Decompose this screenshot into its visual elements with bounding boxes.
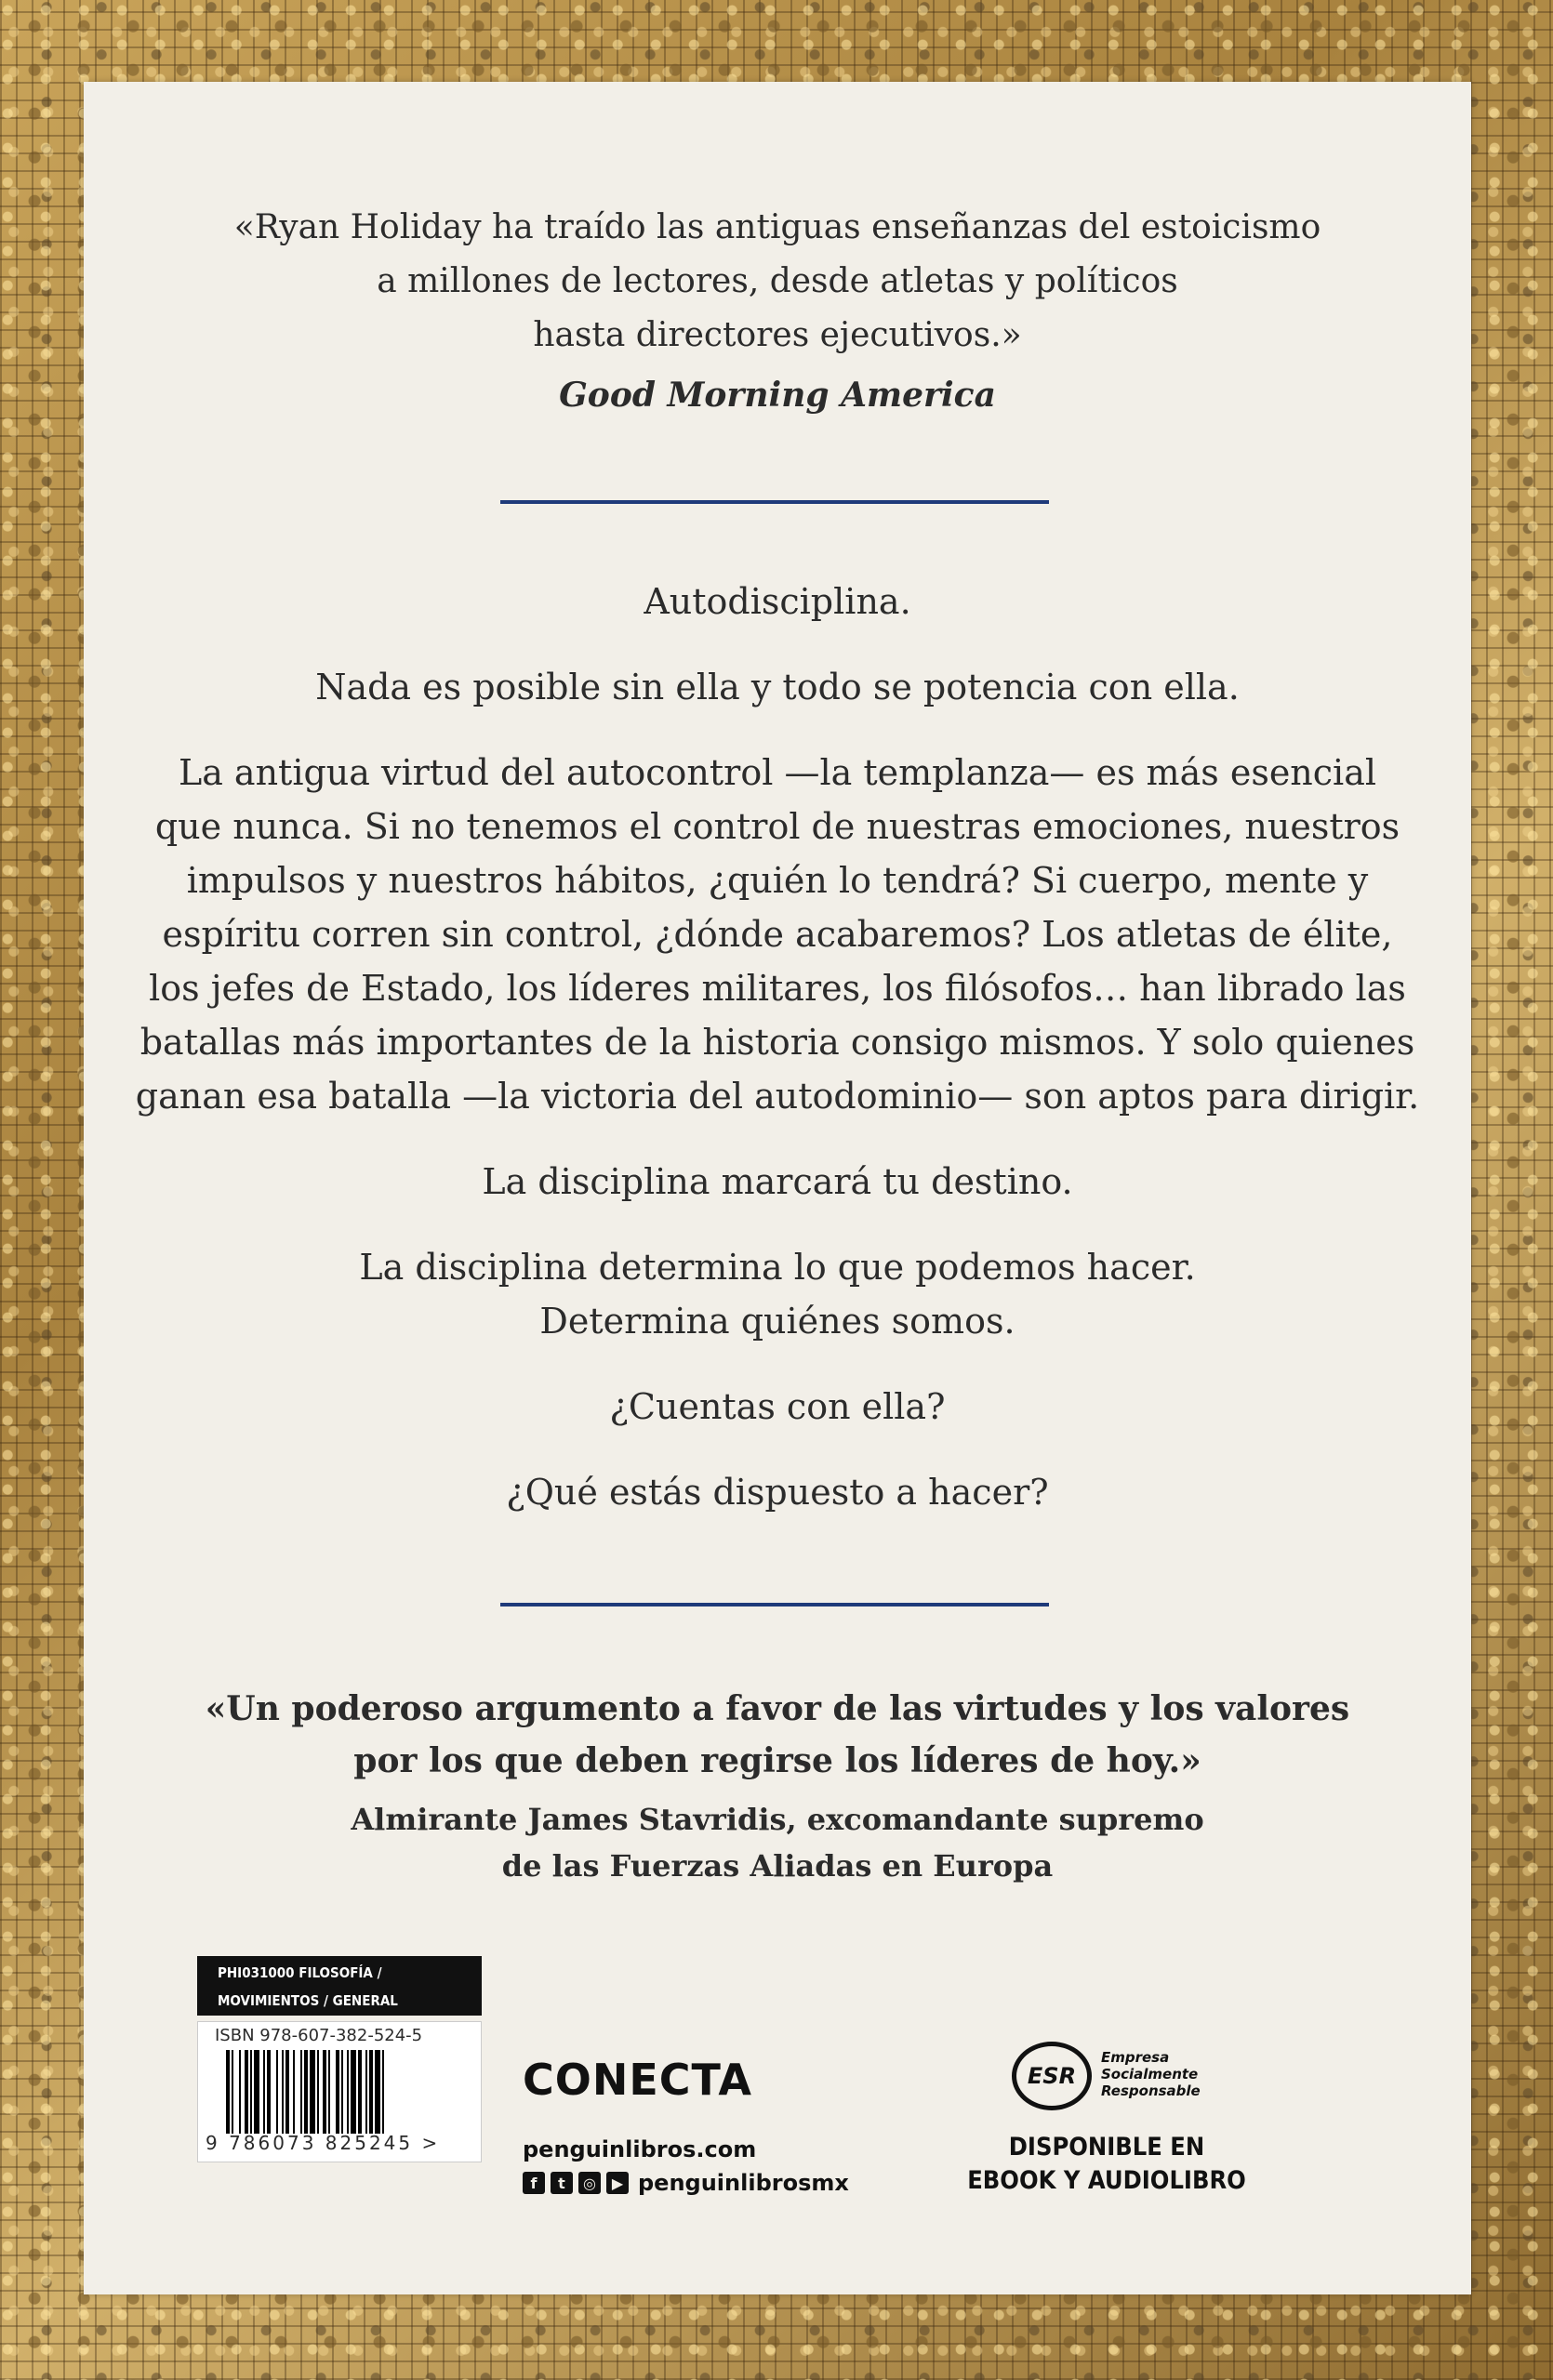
- facebook-icon[interactable]: f: [523, 2172, 545, 2194]
- barcode-bar: [358, 2050, 362, 2134]
- bottom-quote-attribution: Almirante James Stavridis, excomandante supremo: [351, 1802, 1204, 1837]
- bottom-quote-line: por los que deben regirse los líderes de hoy.»: [353, 1741, 1201, 1780]
- barcode-bar: [285, 2050, 289, 2134]
- instagram-icon[interactable]: ◎: [578, 2172, 601, 2194]
- bisac-line: PHI031000 FILOSOFÍA /: [218, 1964, 382, 1981]
- description-p1: Autodisciplina.: [644, 581, 911, 622]
- social-links: [523, 2170, 849, 2196]
- description: [84, 575, 1471, 1551]
- twitter-icon[interactable]: t: [551, 2172, 573, 2194]
- barcode-bar: [226, 2050, 230, 2134]
- bisac-line: MOVIMIENTOS / GENERAL: [218, 1992, 398, 2009]
- barcode-bar: [254, 2050, 259, 2134]
- bottom-quote-line: «Un poderoso argumento a favor de las virtudes y los valores: [205, 1689, 1350, 1728]
- barcode-bar: [347, 2050, 349, 2134]
- description-p2: Nada es posible sin ella y todo se potencia con ella.: [315, 667, 1240, 707]
- bottom-quote: [84, 1683, 1471, 1889]
- publisher-logo: CONECTA: [523, 2055, 752, 2105]
- divider-bottom: [500, 1603, 1049, 1606]
- description-line: espíritu corren sin control, ¿dónde acabaremos? Los atletas de élite,: [162, 914, 1393, 955]
- barcode-bar: [382, 2050, 384, 2134]
- esr-text: [1101, 2049, 1222, 2099]
- description-line: ganan esa batalla —la victoria del autodominio— son aptos para dirigir.: [135, 1076, 1420, 1117]
- esr-badge: [1012, 2042, 1216, 2116]
- youtube-icon[interactable]: ▶: [606, 2172, 629, 2194]
- barcode-bar: [250, 2050, 252, 2134]
- barcode-bar: [351, 2050, 356, 2134]
- description-p6: ¿Cuentas con ella?: [609, 1386, 946, 1427]
- isbn-number: ISBN 978-607-382-524-5: [215, 2026, 423, 2045]
- top-quote-line: a millones de lectores, desde atletas y políticos: [377, 262, 1178, 300]
- barcode-bar: [369, 2050, 373, 2134]
- description-line: La disciplina determina lo que podemos hacer.: [359, 1247, 1196, 1288]
- isbn-barcode-box: [197, 2021, 482, 2162]
- esr-line: Responsable: [1101, 2082, 1201, 2099]
- description-p7: ¿Qué estás dispuesto a hacer?: [506, 1472, 1049, 1513]
- description-line: batallas más importantes de la historia consigo mismos. Y solo quienes: [139, 1022, 1415, 1063]
- barcode-bar: [282, 2050, 284, 2134]
- esr-line: Empresa: [1101, 2049, 1170, 2066]
- description-p4: La disciplina marcará tu destino.: [482, 1161, 1073, 1202]
- availability-line: EBOOK Y AUDIOLIBRO: [967, 2166, 1246, 2195]
- barcode-digits: 9 786073 825245 >: [206, 2132, 441, 2154]
- barcode-bar: [365, 2050, 367, 2134]
- barcode-bar: [304, 2050, 308, 2134]
- barcode-bar: [328, 2050, 330, 2134]
- divider-top: [500, 500, 1049, 504]
- description-line: que nunca. Si no tenemos el control de nuestras emociones, nuestros: [154, 806, 1400, 847]
- barcode-bar: [239, 2050, 241, 2134]
- barcode-bar: [317, 2050, 319, 2134]
- top-quote-line: hasta directores ejecutivos.»: [533, 316, 1022, 354]
- barcode-bar: [245, 2050, 248, 2134]
- barcode-bar: [336, 2050, 339, 2134]
- description-line: La antigua virtud del autocontrol —la templanza— es más esencial: [178, 752, 1377, 793]
- barcode-bar: [293, 2050, 295, 2134]
- esr-logo-icon: ESR: [1012, 2042, 1092, 2110]
- website-link[interactable]: penguinlibros.com: [523, 2136, 757, 2162]
- description-p3: [84, 746, 1471, 1123]
- description-line: los jefes de Estado, los líderes militares, los filósofos… han librado las: [149, 968, 1406, 1009]
- barcode-bar: [323, 2050, 326, 2134]
- top-quote: [84, 201, 1471, 422]
- barcode-bar: [263, 2050, 265, 2134]
- barcode-bar: [375, 2050, 380, 2134]
- availability-line: DISPONIBLE EN: [1008, 2133, 1205, 2162]
- social-handle[interactable]: penguinlibrosmx: [638, 2170, 849, 2196]
- barcode-bar: [267, 2050, 271, 2134]
- barcode-bar: [341, 2050, 343, 2134]
- top-quote-line: «Ryan Holiday ha traído las antiguas enseñanzas del estoicismo: [233, 208, 1321, 246]
- esr-line: Socialmente: [1101, 2066, 1199, 2082]
- barcode-bar: [300, 2050, 302, 2134]
- barcode-bar: [232, 2050, 233, 2134]
- barcode-bar: [276, 2050, 278, 2134]
- description-line: impulsos y nuestros hábitos, ¿quién lo tendrá? Si cuerpo, mente y: [186, 860, 1369, 901]
- barcode-icon: [226, 2050, 449, 2134]
- description-p5: [84, 1240, 1471, 1348]
- bottom-quote-attribution: de las Fuerzas Aliadas en Europa: [501, 1848, 1054, 1884]
- description-line: Determina quiénes somos.: [539, 1301, 1015, 1342]
- top-quote-source: Good Morning America: [559, 376, 996, 415]
- barcode-bar: [310, 2050, 315, 2134]
- bisac-label: [197, 1956, 482, 2016]
- availability-note: [967, 2131, 1246, 2198]
